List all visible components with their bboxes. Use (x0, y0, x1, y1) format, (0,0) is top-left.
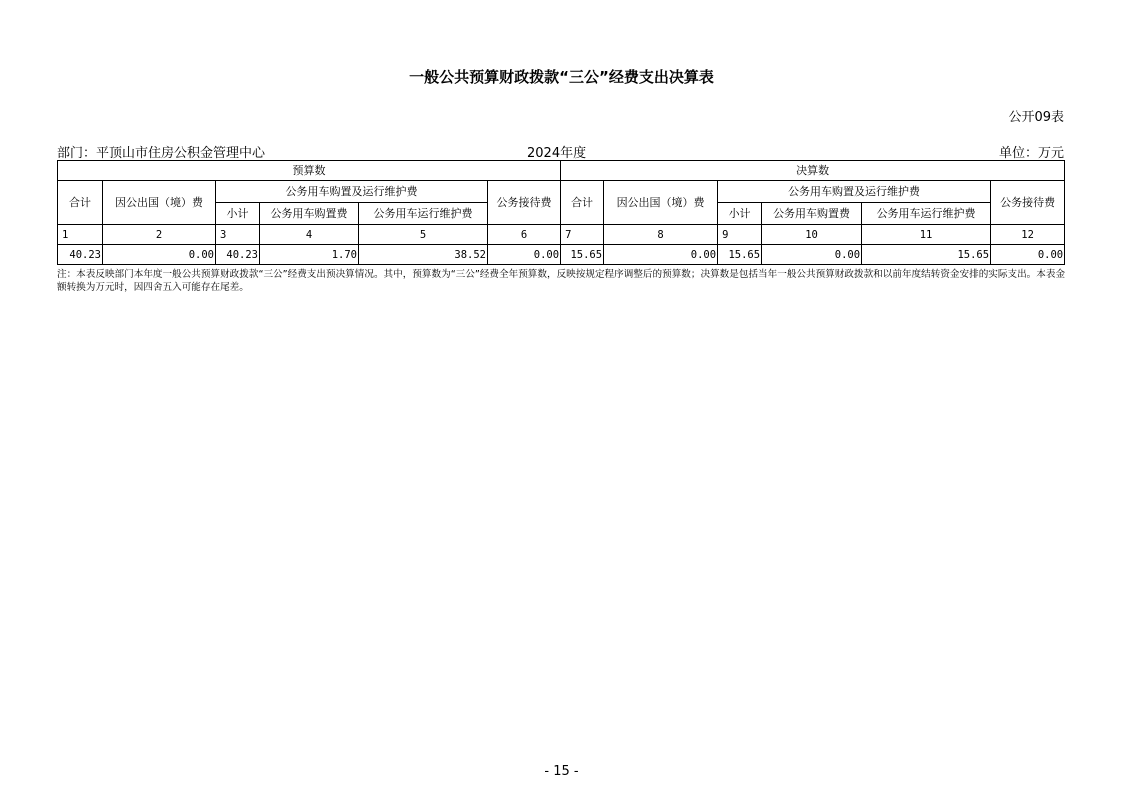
final-reception-header: 公务接待费 (991, 181, 1065, 225)
column-index-row (58, 225, 1065, 245)
final-vehicle-group-header: 公务用车购置及运行维护费 (718, 181, 991, 203)
department-label: 部门：平顶山市住房公积金管理中心 (57, 146, 266, 161)
budget-total-value: 40.23 (58, 245, 103, 265)
budget-total-header: 合计 (58, 181, 103, 225)
column-index: 3 (216, 225, 260, 245)
budget-vehicle-purchase-value: 1.70 (260, 245, 359, 265)
column-index: 5 (359, 225, 488, 245)
unit-label: 单位：万元 (998, 146, 1064, 161)
header-row-2 (58, 181, 1065, 203)
budget-reception-header: 公务接待费 (488, 181, 561, 225)
final-total-header: 合计 (561, 181, 604, 225)
budget-vehicle-group-header: 公务用车购置及运行维护费 (216, 181, 488, 203)
final-travel-value: 0.00 (604, 245, 718, 265)
column-index: 2 (103, 225, 216, 245)
final-subtotal-value: 15.65 (718, 245, 762, 265)
page-title: 一般公共预算财政拨款“三公”经费支出决算表 (409, 68, 714, 86)
budget-header: 预算数 (58, 161, 561, 181)
page-number: - 15 - (544, 764, 579, 779)
final-total-value: 15.65 (561, 245, 604, 265)
final-vehicle-purchase-value: 0.00 (762, 245, 862, 265)
data-row (58, 245, 1065, 265)
column-index: 12 (991, 225, 1065, 245)
year-label: 2024年度 (527, 146, 587, 161)
budget-travel-header: 因公出国（境）费 (103, 181, 216, 225)
column-index: 9 (718, 225, 762, 245)
budget-subtotal-header: 小计 (216, 203, 260, 225)
column-index: 11 (862, 225, 991, 245)
table-note: 注：本表反映部门本年度一般公共预算财政拨款“三公”经费支出预决算情况。其中，预算数为“三公”经费全年预算数，反映按规定程序调整后的预算数；决算数是包括当年一般公共预算财政拨款和以前年度结转资金安排的实际支出。本表金额转换为万元时，因四舍五入可能存在尾差。 (57, 269, 1066, 293)
budget-vehicle-operation-value: 38.52 (359, 245, 488, 265)
form-number: 公开09表 (1008, 110, 1064, 125)
header-row-1 (58, 161, 1065, 181)
three-public-expenses-table (57, 160, 1065, 265)
budget-vehicle-operation-header: 公务用车运行维护费 (359, 203, 488, 225)
column-index: 7 (561, 225, 604, 245)
column-index: 1 (58, 225, 103, 245)
column-index: 6 (488, 225, 561, 245)
final-vehicle-purchase-header: 公务用车购置费 (762, 203, 862, 225)
final-subtotal-header: 小计 (718, 203, 762, 225)
final-reception-value: 0.00 (991, 245, 1065, 265)
budget-reception-value: 0.00 (488, 245, 561, 265)
final-travel-header: 因公出国（境）费 (604, 181, 718, 225)
column-index: 8 (604, 225, 718, 245)
final-vehicle-operation-value: 15.65 (862, 245, 991, 265)
meta-row (57, 142, 1064, 160)
final-vehicle-operation-header: 公务用车运行维护费 (862, 203, 991, 225)
column-index: 10 (762, 225, 862, 245)
budget-travel-value: 0.00 (103, 245, 216, 265)
budget-subtotal-value: 40.23 (216, 245, 260, 265)
budget-vehicle-purchase-header: 公务用车购置费 (260, 203, 359, 225)
column-index: 4 (260, 225, 359, 245)
final-header: 决算数 (561, 161, 1065, 181)
